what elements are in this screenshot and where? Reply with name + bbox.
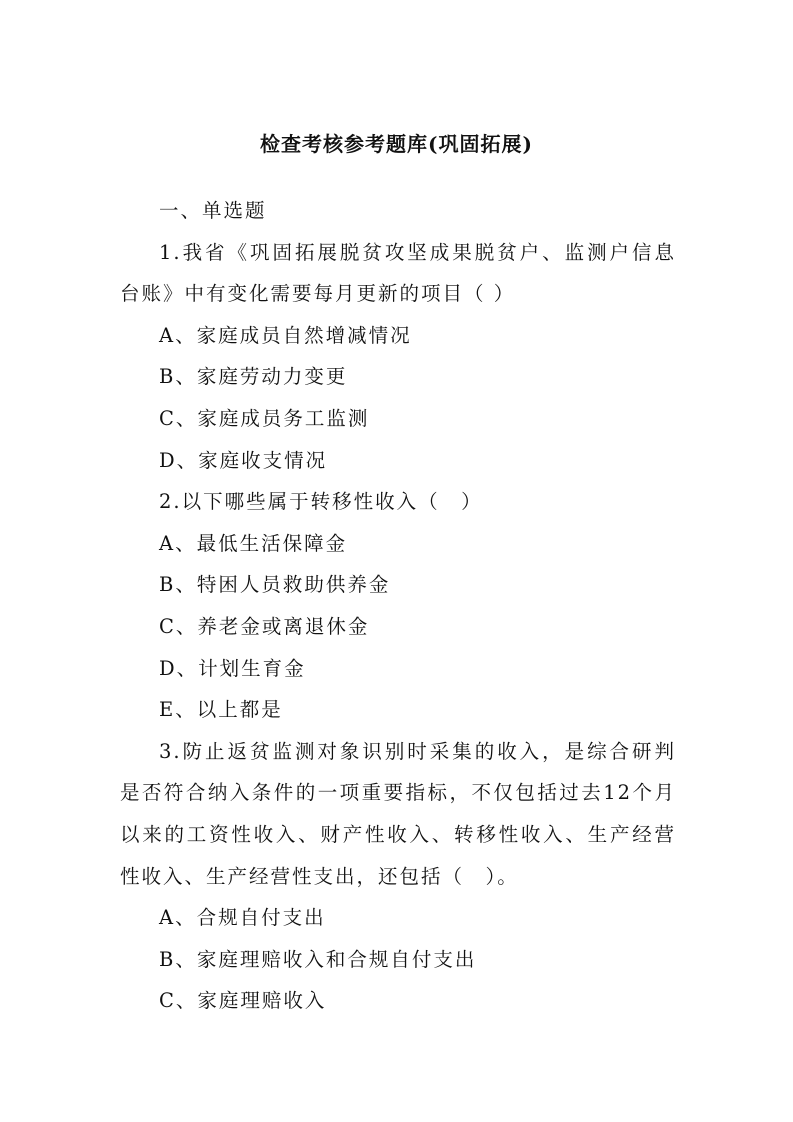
question-1-stem: 1.我省《巩固拓展脱贫攻坚成果脱贫户、监测户信息台账》中有变化需要每月更新的项目（ ） <box>120 240 676 306</box>
question-2-option-a: A、最低生活保障金 <box>159 531 348 555</box>
question-2-option-d: D、计划生育金 <box>159 656 306 680</box>
section-heading: 一、单选题 <box>159 199 267 222</box>
question-3-option-a: A、合规自付支出 <box>159 906 326 930</box>
question-3-option-c: C、家庭理赔收入 <box>159 989 327 1013</box>
question-2-option-e: E、以上都是 <box>159 698 283 722</box>
document-title: 检查考核参考题库(巩固拓展) <box>260 132 533 156</box>
question-1-option-a: A、家庭成员自然增减情况 <box>159 323 412 347</box>
question-3-option-b: B、家庭理赔收入和合规自付支出 <box>159 947 477 971</box>
question-1-option-b: B、家庭劳动力变更 <box>159 365 348 389</box>
question-1-option-c: C、家庭成员务工监测 <box>159 406 370 430</box>
question-2-option-c: C、养老金或离退休金 <box>159 614 370 638</box>
question-3-stem: 3.防止返贫监测对象识别时采集的收入，是综合研判是否符合纳入条件的一项重要指标，不仅包括过去12个月以来的工资性收入、财产性收入、转移性收入、生产经营性收入、生产经营性支出，还包括（ ）。 <box>120 739 676 888</box>
document-body <box>120 190 676 1022</box>
question-1-option-d: D、家庭收支情况 <box>159 448 328 472</box>
question-2-option-b: B、特困人员救助供养金 <box>159 573 391 597</box>
question-2-stem: 2.以下哪些属于转移性收入（ ） <box>159 490 483 514</box>
